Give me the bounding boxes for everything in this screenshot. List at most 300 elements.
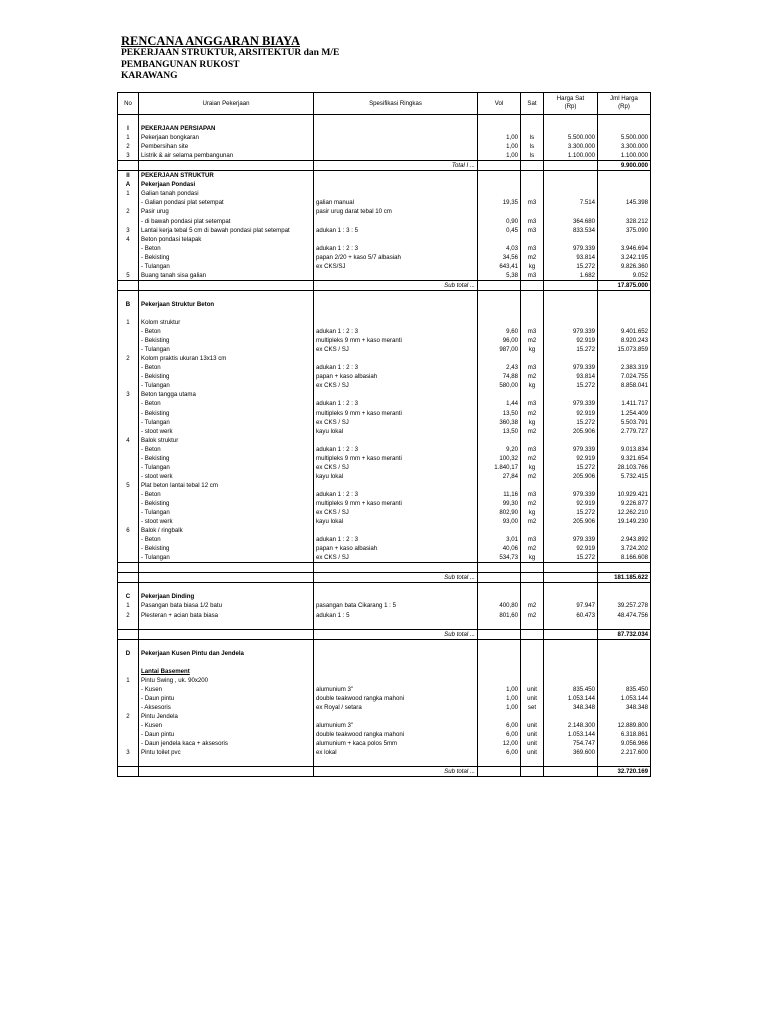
row-harga	[544, 757, 598, 767]
subtotal-label: Sub total ...	[314, 280, 478, 290]
col-header-jml-harga	[598, 93, 651, 115]
row-no	[118, 345, 139, 354]
row-vol: 34,56	[478, 253, 521, 262]
row-spesifikasi: kayu lokal	[314, 517, 478, 526]
row-vol	[478, 649, 521, 658]
row-uraian: - Bekisting	[139, 409, 314, 418]
row-spesifikasi: alumunium 3"	[314, 721, 478, 730]
row-spesifikasi: multipleks 9 mm + kaso meranti	[314, 336, 478, 345]
row-jml: 5.732.415	[598, 472, 651, 481]
table-row	[118, 703, 651, 712]
row-vol	[478, 592, 521, 601]
row-jml: 7.024.755	[598, 372, 651, 381]
row-sat	[521, 180, 544, 189]
row-spesifikasi	[314, 300, 478, 309]
table-row	[118, 363, 651, 372]
row-uraian: Listrik & air selama pembangunan	[139, 151, 314, 161]
table-row	[118, 409, 651, 418]
row-uraian: Pintu Jendela	[139, 712, 314, 721]
row-harga: 5.500.000	[544, 133, 598, 142]
row-spesifikasi	[314, 592, 478, 601]
row-vol	[478, 390, 521, 399]
table-row	[118, 535, 651, 544]
row-vol	[478, 583, 521, 593]
row-jml: 9.052	[598, 271, 651, 281]
row-harga: 15.272	[544, 463, 598, 472]
row-jml: 9.226.877	[598, 499, 651, 508]
table-row	[118, 721, 651, 730]
subtotal-value: 181.185.622	[598, 573, 651, 583]
row-jml	[598, 124, 651, 133]
row-vol	[478, 767, 521, 777]
row-uraian: Pekerjaan Kusen Pintu dan Jendela	[139, 649, 314, 658]
row-harga	[544, 649, 598, 658]
row-spesifikasi	[314, 658, 478, 667]
row-spesifikasi	[314, 676, 478, 685]
row-jml	[598, 526, 651, 535]
row-jml: 9.321.654	[598, 454, 651, 463]
row-vol	[478, 573, 521, 583]
table-row	[118, 133, 651, 142]
row-jml: 10.929.421	[598, 490, 651, 499]
row-vol	[478, 280, 521, 290]
row-sat	[521, 300, 544, 309]
row-uraian: - Galian pondasi plat setempat	[139, 198, 314, 207]
row-jml: 3.242.195	[598, 253, 651, 262]
row-no	[118, 667, 139, 676]
row-harga: 1.053.144	[544, 730, 598, 739]
row-vol: 9,20	[478, 445, 521, 454]
row-uraian	[139, 767, 314, 777]
row-jml: 28.103.766	[598, 463, 651, 472]
row-jml	[598, 115, 651, 125]
row-jml: 15.073.859	[598, 345, 651, 354]
row-spesifikasi	[314, 390, 478, 399]
row-jml: 145.398	[598, 198, 651, 207]
row-sat: m2	[521, 472, 544, 481]
row-sat	[521, 592, 544, 601]
table-row	[118, 427, 651, 436]
row-no	[118, 418, 139, 427]
row-vol	[478, 235, 521, 244]
row-sat: m3	[521, 445, 544, 454]
row-vol: 19,35	[478, 198, 521, 207]
row-spesifikasi	[314, 667, 478, 676]
row-spesifikasi	[314, 271, 478, 281]
row-harga: 92.919	[544, 336, 598, 345]
row-harga	[544, 526, 598, 535]
row-sat: set	[521, 703, 544, 712]
row-uraian: - Tulangan	[139, 508, 314, 517]
row-no	[118, 363, 139, 372]
row-no: 1	[118, 601, 139, 610]
row-no	[118, 757, 139, 767]
row-vol: 4,03	[478, 244, 521, 253]
row-no: D	[118, 649, 139, 658]
row-vol: 74,88	[478, 372, 521, 381]
row-vol: 6,00	[478, 721, 521, 730]
table-row	[118, 508, 651, 517]
row-no: 1	[118, 318, 139, 327]
row-uraian: Lantai Basement	[139, 667, 314, 676]
row-no	[118, 280, 139, 290]
row-no: 2	[118, 712, 139, 721]
row-harga	[544, 676, 598, 685]
table-row	[118, 300, 651, 309]
row-no	[118, 685, 139, 694]
table-row	[118, 207, 651, 216]
row-sat	[521, 676, 544, 685]
row-no	[118, 445, 139, 454]
row-no	[118, 508, 139, 517]
row-no	[118, 544, 139, 553]
row-uraian: Plesteran + acian bata biasa	[139, 611, 314, 620]
row-spesifikasi: ex CKS / SJ	[314, 381, 478, 390]
col-header-uraian: Uraian Pekerjaan	[139, 93, 314, 115]
row-jml: 1.053.144	[598, 694, 651, 703]
row-no: 2	[118, 207, 139, 216]
row-harga	[544, 235, 598, 244]
row-spesifikasi: adukan 1 : 2 : 3	[314, 490, 478, 499]
row-jml: 3.724.202	[598, 544, 651, 553]
row-uraian: Buang tanah sisa galian	[139, 271, 314, 281]
row-vol: 5,38	[478, 271, 521, 281]
row-spesifikasi: pasir urug darat tebal 10 cm	[314, 207, 478, 216]
row-uraian: Pembersihan site	[139, 142, 314, 151]
row-spesifikasi	[314, 354, 478, 363]
row-harga	[544, 583, 598, 593]
row-no: 1	[118, 133, 139, 142]
row-jml: 8.920.243	[598, 336, 651, 345]
row-spesifikasi	[314, 620, 478, 630]
row-spesifikasi: ex CKS/SJ	[314, 262, 478, 271]
row-no: 6	[118, 526, 139, 535]
row-sat: m2	[521, 544, 544, 553]
row-spesifikasi: adukan 1 : 2 : 3	[314, 363, 478, 372]
row-jml	[598, 354, 651, 363]
row-vol: 0,45	[478, 226, 521, 235]
row-vol	[478, 354, 521, 363]
table-row	[118, 676, 651, 685]
row-spesifikasi	[314, 318, 478, 327]
row-uraian: - Tulangan	[139, 262, 314, 271]
row-uraian: Pasangan bata biasa 1/2 batu	[139, 601, 314, 610]
row-sat: m3	[521, 226, 544, 235]
row-spesifikasi	[314, 712, 478, 721]
row-uraian	[139, 563, 314, 573]
spacer-row	[118, 658, 651, 667]
table-row	[118, 142, 651, 151]
col-header-no: No	[118, 93, 139, 115]
row-no	[118, 262, 139, 271]
row-spesifikasi: multipleks 9 mm + kaso meranti	[314, 454, 478, 463]
row-no	[118, 563, 139, 573]
row-spesifikasi: papan 2/20 + kaso 5/7 albasiah	[314, 253, 478, 262]
row-uraian: - Beton	[139, 399, 314, 408]
row-vol: 580,00	[478, 381, 521, 390]
row-uraian: - Bekisting	[139, 372, 314, 381]
row-vol	[478, 563, 521, 573]
row-no	[118, 730, 139, 739]
row-vol: 0,90	[478, 217, 521, 226]
row-sat: kg	[521, 418, 544, 427]
table-row	[118, 445, 651, 454]
row-no	[118, 499, 139, 508]
row-no: 1	[118, 676, 139, 685]
row-spesifikasi: alumunium 3"	[314, 685, 478, 694]
row-harga	[544, 592, 598, 601]
row-uraian: - Beton	[139, 327, 314, 336]
row-uraian: Lantai kerja tebal 5 cm di bawah pondasi plat setempat	[139, 226, 314, 235]
row-jml	[598, 712, 651, 721]
row-harga: 15.272	[544, 508, 598, 517]
row-spesifikasi	[314, 481, 478, 490]
row-spesifikasi	[314, 151, 478, 161]
row-jml: 2.943.892	[598, 535, 651, 544]
table-row	[118, 544, 651, 553]
table-row	[118, 418, 651, 427]
row-vol: 6,00	[478, 730, 521, 739]
row-sat	[521, 354, 544, 363]
row-jml: 6.318.861	[598, 730, 651, 739]
row-vol	[478, 481, 521, 490]
row-no	[118, 620, 139, 630]
row-vol	[478, 639, 521, 649]
row-harga	[544, 481, 598, 490]
row-harga	[544, 767, 598, 777]
row-spesifikasi: adukan 1 : 2 : 3	[314, 399, 478, 408]
row-jml	[598, 290, 651, 300]
row-sat: kg	[521, 508, 544, 517]
row-no	[118, 767, 139, 777]
row-jml: 835.450	[598, 685, 651, 694]
row-uraian: - Tulangan	[139, 463, 314, 472]
row-jml: 19.149.230	[598, 517, 651, 526]
row-sat: m3	[521, 198, 544, 207]
table-row	[118, 189, 651, 198]
row-uraian: - Kusen	[139, 685, 314, 694]
row-vol: 2,43	[478, 363, 521, 372]
row-vol: 1,00	[478, 703, 521, 712]
row-harga: 3.300.000	[544, 142, 598, 151]
row-spesifikasi	[314, 235, 478, 244]
row-no	[118, 290, 139, 300]
spacer-row	[118, 309, 651, 318]
row-jml: 2.779.727	[598, 427, 651, 436]
row-uraian: Pekerjaan Dinding	[139, 592, 314, 601]
row-jml	[598, 189, 651, 198]
row-spesifikasi	[314, 124, 478, 133]
col-header-vol: Vol	[478, 93, 521, 115]
subtotal-row	[118, 161, 651, 171]
table-row	[118, 124, 651, 133]
row-harga: 2.148.300	[544, 721, 598, 730]
subtotal-value: 87.732.034	[598, 629, 651, 639]
subtotal-label: Sub total ...	[314, 573, 478, 583]
row-spesifikasi: multipleks 9 mm + kaso meranti	[314, 499, 478, 508]
row-uraian: - Beton	[139, 445, 314, 454]
row-uraian: Kolom praktis ukuran 13x13 cm	[139, 354, 314, 363]
table-row	[118, 235, 651, 244]
col-header-sat: Sat	[521, 93, 544, 115]
row-uraian: - Daun pintu	[139, 694, 314, 703]
row-vol	[478, 620, 521, 630]
table-row	[118, 649, 651, 658]
spacer-row	[118, 563, 651, 573]
row-sat: ls	[521, 151, 544, 161]
row-uraian	[139, 573, 314, 583]
row-sat: unit	[521, 685, 544, 694]
row-harga: 15.272	[544, 345, 598, 354]
row-jml	[598, 583, 651, 593]
row-no: I	[118, 124, 139, 133]
row-jml	[598, 390, 651, 399]
row-vol: 27,84	[478, 472, 521, 481]
row-sat	[521, 620, 544, 630]
row-spesifikasi: ex CKS / SJ	[314, 463, 478, 472]
row-sat	[521, 280, 544, 290]
row-spesifikasi: ex CKS / SJ	[314, 418, 478, 427]
row-uraian: - Tulangan	[139, 418, 314, 427]
table-row	[118, 262, 651, 271]
row-uraian: - Tulangan	[139, 381, 314, 390]
row-jml: 9.013.834	[598, 445, 651, 454]
row-sat	[521, 526, 544, 535]
row-spesifikasi: kayu lokal	[314, 427, 478, 436]
row-jml	[598, 649, 651, 658]
row-spesifikasi	[314, 142, 478, 151]
row-vol: 400,80	[478, 601, 521, 610]
row-no: 5	[118, 481, 139, 490]
row-harga: 205.906	[544, 427, 598, 436]
row-uraian	[139, 290, 314, 300]
row-harga	[544, 436, 598, 445]
row-uraian: Balok / ringbalk	[139, 526, 314, 535]
row-jml: 328.212	[598, 217, 651, 226]
row-spesifikasi	[314, 115, 478, 125]
row-sat: m3	[521, 217, 544, 226]
row-harga: 979.339	[544, 445, 598, 454]
row-jml: 9.826.360	[598, 262, 651, 271]
row-sat	[521, 649, 544, 658]
row-sat: m3	[521, 535, 544, 544]
table-row	[118, 611, 651, 620]
row-no	[118, 115, 139, 125]
row-harga	[544, 309, 598, 318]
row-jml	[598, 481, 651, 490]
row-harga: 979.339	[544, 363, 598, 372]
row-sat: m2	[521, 409, 544, 418]
row-uraian: - Beton	[139, 244, 314, 253]
row-vol: 9,60	[478, 327, 521, 336]
row-jml	[598, 592, 651, 601]
row-spesifikasi: ex Royal / setara	[314, 703, 478, 712]
row-sat: m2	[521, 336, 544, 345]
row-sat: m2	[521, 611, 544, 620]
row-vol	[478, 658, 521, 667]
row-jml: 48.474.756	[598, 611, 651, 620]
row-vol	[478, 667, 521, 676]
row-no	[118, 629, 139, 639]
table-row	[118, 694, 651, 703]
row-sat	[521, 667, 544, 676]
subtotal-value: 17.875.000	[598, 280, 651, 290]
row-harga: 364.680	[544, 217, 598, 226]
row-spesifikasi	[314, 563, 478, 573]
row-spesifikasi: adukan 1 : 2 : 3	[314, 327, 478, 336]
row-spesifikasi: ex CKS / SJ	[314, 508, 478, 517]
row-vol: 99,30	[478, 499, 521, 508]
table-row	[118, 244, 651, 253]
document-subtitle: PEKERJAAN STRUKTUR, ARSITEKTUR dan M/E	[121, 48, 340, 58]
row-jml: 8.858.041	[598, 381, 651, 390]
row-harga: 979.339	[544, 244, 598, 253]
row-uraian	[139, 639, 314, 649]
row-uraian: - Bekisting	[139, 544, 314, 553]
row-harga	[544, 354, 598, 363]
row-sat: m3	[521, 244, 544, 253]
row-sat: m2	[521, 517, 544, 526]
table-row	[118, 601, 651, 610]
row-sat: kg	[521, 381, 544, 390]
row-harga	[544, 115, 598, 125]
row-spesifikasi: multipleks 9 mm + kaso meranti	[314, 409, 478, 418]
row-spesifikasi: ex lokal	[314, 748, 478, 757]
table-row	[118, 345, 651, 354]
row-sat: m2	[521, 427, 544, 436]
row-no	[118, 253, 139, 262]
table-row	[118, 685, 651, 694]
row-uraian: Beton tangga utama	[139, 390, 314, 399]
row-no	[118, 703, 139, 712]
row-no: 5	[118, 271, 139, 281]
row-no: 2	[118, 142, 139, 151]
row-spesifikasi	[314, 171, 478, 181]
row-jml	[598, 639, 651, 649]
table-row	[118, 271, 651, 281]
table-row	[118, 372, 651, 381]
row-sat	[521, 639, 544, 649]
row-uraian: - Beton	[139, 535, 314, 544]
row-sat	[521, 573, 544, 583]
row-no	[118, 427, 139, 436]
row-harga: 979.339	[544, 535, 598, 544]
row-vol: 1,00	[478, 151, 521, 161]
row-sat: m2	[521, 253, 544, 262]
row-harga: 979.339	[544, 327, 598, 336]
row-sat	[521, 318, 544, 327]
row-harga: 1.053.144	[544, 694, 598, 703]
row-spesifikasi: pasangan bata Cikarang 1 : 5	[314, 601, 478, 610]
row-sat: kg	[521, 262, 544, 271]
row-sat	[521, 767, 544, 777]
row-jml: 9.056.966	[598, 739, 651, 748]
row-uraian: - stoot werk	[139, 427, 314, 436]
row-harga: 15.272	[544, 418, 598, 427]
row-harga	[544, 189, 598, 198]
row-sat	[521, 390, 544, 399]
row-sat	[521, 115, 544, 125]
row-no	[118, 217, 139, 226]
row-vol: 801,60	[478, 611, 521, 620]
table-row	[118, 481, 651, 490]
row-jml	[598, 658, 651, 667]
row-sat: m3	[521, 271, 544, 281]
table-row	[118, 327, 651, 336]
row-harga: 92.919	[544, 544, 598, 553]
row-uraian: Galian tanah pondasi	[139, 189, 314, 198]
row-no	[118, 583, 139, 593]
